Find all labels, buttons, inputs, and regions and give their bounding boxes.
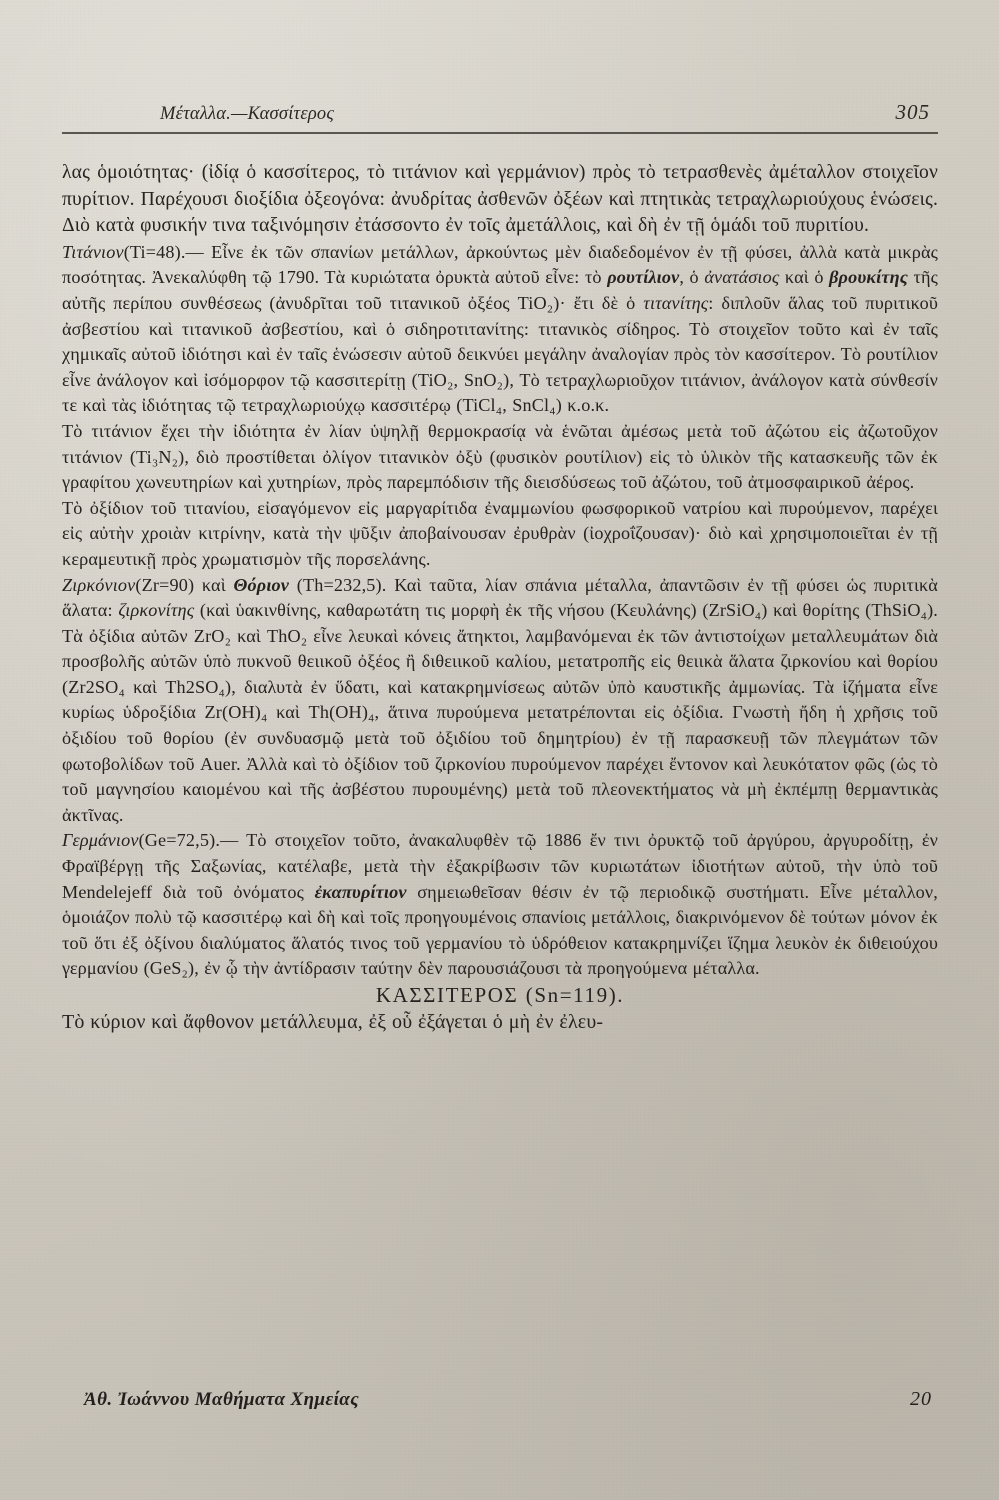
titanium-formula: (Ti=48). [123, 241, 186, 262]
footer-book-title: Ἀθ. Ἰωάννου Μαθήματα Χημείας [84, 1389, 360, 1410]
header-rule [62, 132, 938, 134]
after-anatase: καὶ ὁ [779, 267, 830, 288]
zirconite-term: ζιρκονίτης [118, 600, 195, 621]
rutile-term: ρουτίλιον [607, 267, 680, 288]
page-number: 305 [895, 100, 930, 124]
brookite-term: βρουκίτης [829, 267, 908, 288]
zirconium-text: Καὶ ταῦτα, λίαν σπάνια μέταλλα, ἀπαντῶσιν ἐν τῇ φύσει ὡς πυριτικὰ ἅλατα: [62, 574, 938, 621]
titanium-label: Τιτάνιον [62, 241, 124, 262]
germanium-label: Γερμάνιον [62, 830, 139, 851]
paragraph-tin-start: Τὸ κύριον καὶ ἄφθονον μετάλλευμα, ἐξ οὗ ἐξάγεται ὁ μὴ ἐν ἐλευ- [62, 1010, 604, 1033]
zirconium-label: Ζιρκόνιον [62, 574, 136, 595]
titanite-term: τιτανίτης [643, 292, 709, 313]
germanium-text-2: σημειωθεῖσαν θέσιν ἐν τῷ περιοδικῷ συστήματι. Εἶνε μέταλλον, ὁμοιάζον πολὺ τῷ κασσιτέρῳ καὶ δὴ καὶ τοῖς προηγουμένοις σπανίοις μετάλλοις, διακρινόμενον δὲ τούτων μόνον ἐκ τοῦ ὅτι ἐξ ὀξίνου διαλύματος ἅλατός τινος τοῦ γερμανίου τὸ ὑδρόθειον κατακρημνίζει ἵζημα λευκὸν ἐκ διθειούχου γερμανίου (GeS₂), ἐν ᾧ τὴν ἀντίδρασιν ταύτην δὲν παρουσιάζουσι τὰ προηγούμενα μέταλλα. [62, 881, 938, 979]
paragraph-titanium-oxide: Τὸ ὀξίδιον τοῦ τιτανίου, εἰσαγόμενον εἰς μαργαρίτιδα ἐναμμωνίου φωσφορικοῦ νατρίου καὶ πυρούμενον, παρέχει εἰς αὐτὴν χροιὰν κιτρίνην, κατὰ τὴν ψῦξιν ἀποβαίνουσαν ἐρυθρὰν (ἰοχροΐζουσαν)· διὸ καὶ χρησιμοποιεῖται ἐν τῇ κεραμευτικῇ πρὸς χρωματισμὸν τῆς πορσελάνης. [62, 497, 938, 569]
ekasilicon-term: ἐκαπυρίτιον [314, 881, 407, 902]
paragraph-intro: λας ὁμοιότητας· (ἰδίᾳ ὁ κασσίτερος, τὸ τιτάνιον καὶ γερμάνιον) πρὸς τὸ τετρασθενὲς ἀμέταλλον στοιχεῖον πυρίτιον. Παρέχουσι διοξίδια ὀξεογόνα: ἀνυδρίτας ἀσθενῶν ὀξέων καὶ πτητικὰς τετραχλωριούχους ἑνώσεις. Διὸ κατὰ φυσικήν τινα ταξινόμησιν ἐτάσσοντο ἐν τοῖς ἀμετάλλοις, καὶ δὴ ἐν τῇ ὁμάδι τοῦ πυριτίου. [62, 162, 938, 237]
page-footer [62, 1388, 938, 1411]
germanium-text: — Τὸ στοιχεῖον τοῦτο, ἀνακαλυφθὲν τῷ 1886 ἔν τινι ὀρυκτῷ τοῦ ἀργύρου, ἀργυροδίτῃ, ἐν Φραϊβέργῃ τῆς Σαξωνίας, κατέλαβε, μετὰ τὴν ἐξακρίβωσιν τῶν κυριωτάτων ἰδιοτήτων αὐτοῦ, τὴν ὑπὸ τοῦ Mendelejeff διὰ τοῦ ὀνόματος [62, 830, 938, 902]
footer-signature-number: 20 [910, 1388, 932, 1410]
zirconium-formula: (Zr=90) [135, 574, 195, 595]
zirconium-text-2: (καὶ ὑακινθίνης, καθαρωτάτη τις μορφὴ ἐκ τῆς νήσου (Κευλάνης) (ZrSiO₄) καὶ θορίτης (ThSiO₄). Τὰ ὀξίδια αὐτῶν ZrO₂ καὶ ThO₂ εἶνε λευκαὶ κόνεις ἄτηκτοι, λαμβανόμεναι ἐκ τῶν ἀντιστοίχων μεταλλευμάτων διὰ προσβολῆς αὐτῶν ὑπὸ πυκνοῦ θειικοῦ ὀξέος ἢ διθειικοῦ καλίου, μετατροπῆς εἰς θειικὰ ἅλατα ζιρκονίου καὶ θορίου (Zr2SO₄ καὶ Th2SO₄), διαλυτὰ ἐν ὕδατι, καὶ κατακρημνίσεως αὐτῶν ὑπὸ καυστικῆς ἀμμωνίας. Τὰ ἱζήματα εἶνε κυρίως ὑδροξίδια Zr(OH)₄ καὶ Th(OH)₄, ἅτινα πυρούμενα μετατρέπονται εἰς ὀξίδια. Γνωστὴ ἤδη ἡ χρῆσις τοῦ ὀξιδίου τοῦ θορίου (ἐν συνδυασμῷ μετὰ τοῦ ὀξιδίου τοῦ δημητρίου) ἐν τῇ παρασκευῇ τῶν πλεγμάτων τῶν φωτοβολίδων τοῦ Auer. Ἀλλὰ καὶ τὸ ὀξίδιον τοῦ ζιρκονίου πυρούμενον παρέχει ἔντονον καὶ λευκότατον φῶς (ὡς τὸ τοῦ μαγνησίου καιομένου καὶ τῆς ἀσβέστου πυρουμένης) μετὰ τοῦ πλεονεκτήματος νὰ μὴ ἐκπέμπῃ θερμαντικὰς ἀκτῖνας. [62, 600, 938, 825]
thorium-formula: (Th=232,5). [289, 574, 387, 595]
page-header [62, 100, 938, 125]
after-rutile: , ὁ [679, 267, 705, 288]
titanium-text: — Εἶνε ἐκ τῶν σπανίων μετάλλων, ἀρκούντως μὲν διαδεδομένον ἐν τῇ φύσει, ἀλλὰ κατὰ μικρὰς ποσότητας. Ἀνεκαλύφθη τῷ 1790. Τὰ κυριώτατα ὀρυκτὰ αὐτοῦ εἶνε: τὸ [62, 241, 938, 288]
body-text [62, 160, 938, 1035]
germanium-formula: (Ge=72,5). [138, 830, 221, 851]
paragraph-germanium [62, 828, 938, 982]
paragraph-titanium [62, 240, 938, 419]
running-title: Μέταλλα.—Κασσίτερος [160, 104, 335, 124]
thorium-label: Θόριον [233, 574, 289, 595]
page-content [62, 100, 938, 1035]
paragraph-titanium-nitrogen: Τὸ τιτάνιον ἔχει τὴν ἰδιότητα ἐν λίαν ὑψηλῇ θερμοκρασίᾳ νὰ ἑνῶται ἀμέσως μετὰ τοῦ ἀζώτου εἰς ἀζωτοῦχον τιτάνιον (Ti₃N₂), διὸ προστίθεται ὀλίγον τιτανικὸν ὀξὺ (φυσικὸν ρουτίλιον) εἰς τὸ ὑλικὸν τῆς κατασκευῆς τῶν ἐκ γραφίτου χωνευτηρίων καὶ χυτηρίων, πρὸς παρεμπόδισιν τῆς διεισδύσεως τοῦ ἀζώτου, τοῦ ἀτμοσφαιρικοῦ ἀέρος. [62, 420, 938, 493]
paragraph-zirconium-thorium [62, 573, 938, 829]
after-brookite: τῆς αὐτῆς περίπου συνθέσεως (ἀνυδρῖται τοῦ τιτανικοῦ ὀξέος TiO₂)· ἔτι δὲ ὁ [62, 267, 938, 313]
after-titanite: : διπλοῦν ἅλας τοῦ πυριτικοῦ ἀσβεστίου καὶ τιτανικοῦ ἀσβεστίου, καὶ ὁ σιδηροτιτανίτης: τιτανικὸς σίδηρος. Τὸ στοιχεῖον τοῦτο καὶ ἐν ταῖς χημικαῖς αὐτοῦ ἰδιότησι καὶ ἐν ταῖς ἑνώσεσιν αὐτοῦ δεικνύει μεγάλην ἀναλογίαν πρὸς τὸν κασσίτερον. Τὸ ρουτίλιον εἶνε ἀνάλογον καὶ ἰσόμορφον τῷ κασσιτερίτῃ (TiO₂, SnO₂), Τὸ τετραχλωριοῦχον τιτάνιον, ἀνάλογον κατὰ σύνθεσίν τε καὶ τὰς ἰδιότητας τῷ τετραχλωριούχῳ κασσιτέρῳ (TiCl₄, SnCl₄) κ.ο.κ. [62, 292, 938, 416]
section-heading-tin: ΚΑΣΣΙΤΕΡΟΣ (Sn=119). [375, 983, 625, 1007]
zirconium-conjunction: καὶ [194, 574, 234, 595]
anatase-term: ἀνατάσιος [704, 267, 780, 288]
